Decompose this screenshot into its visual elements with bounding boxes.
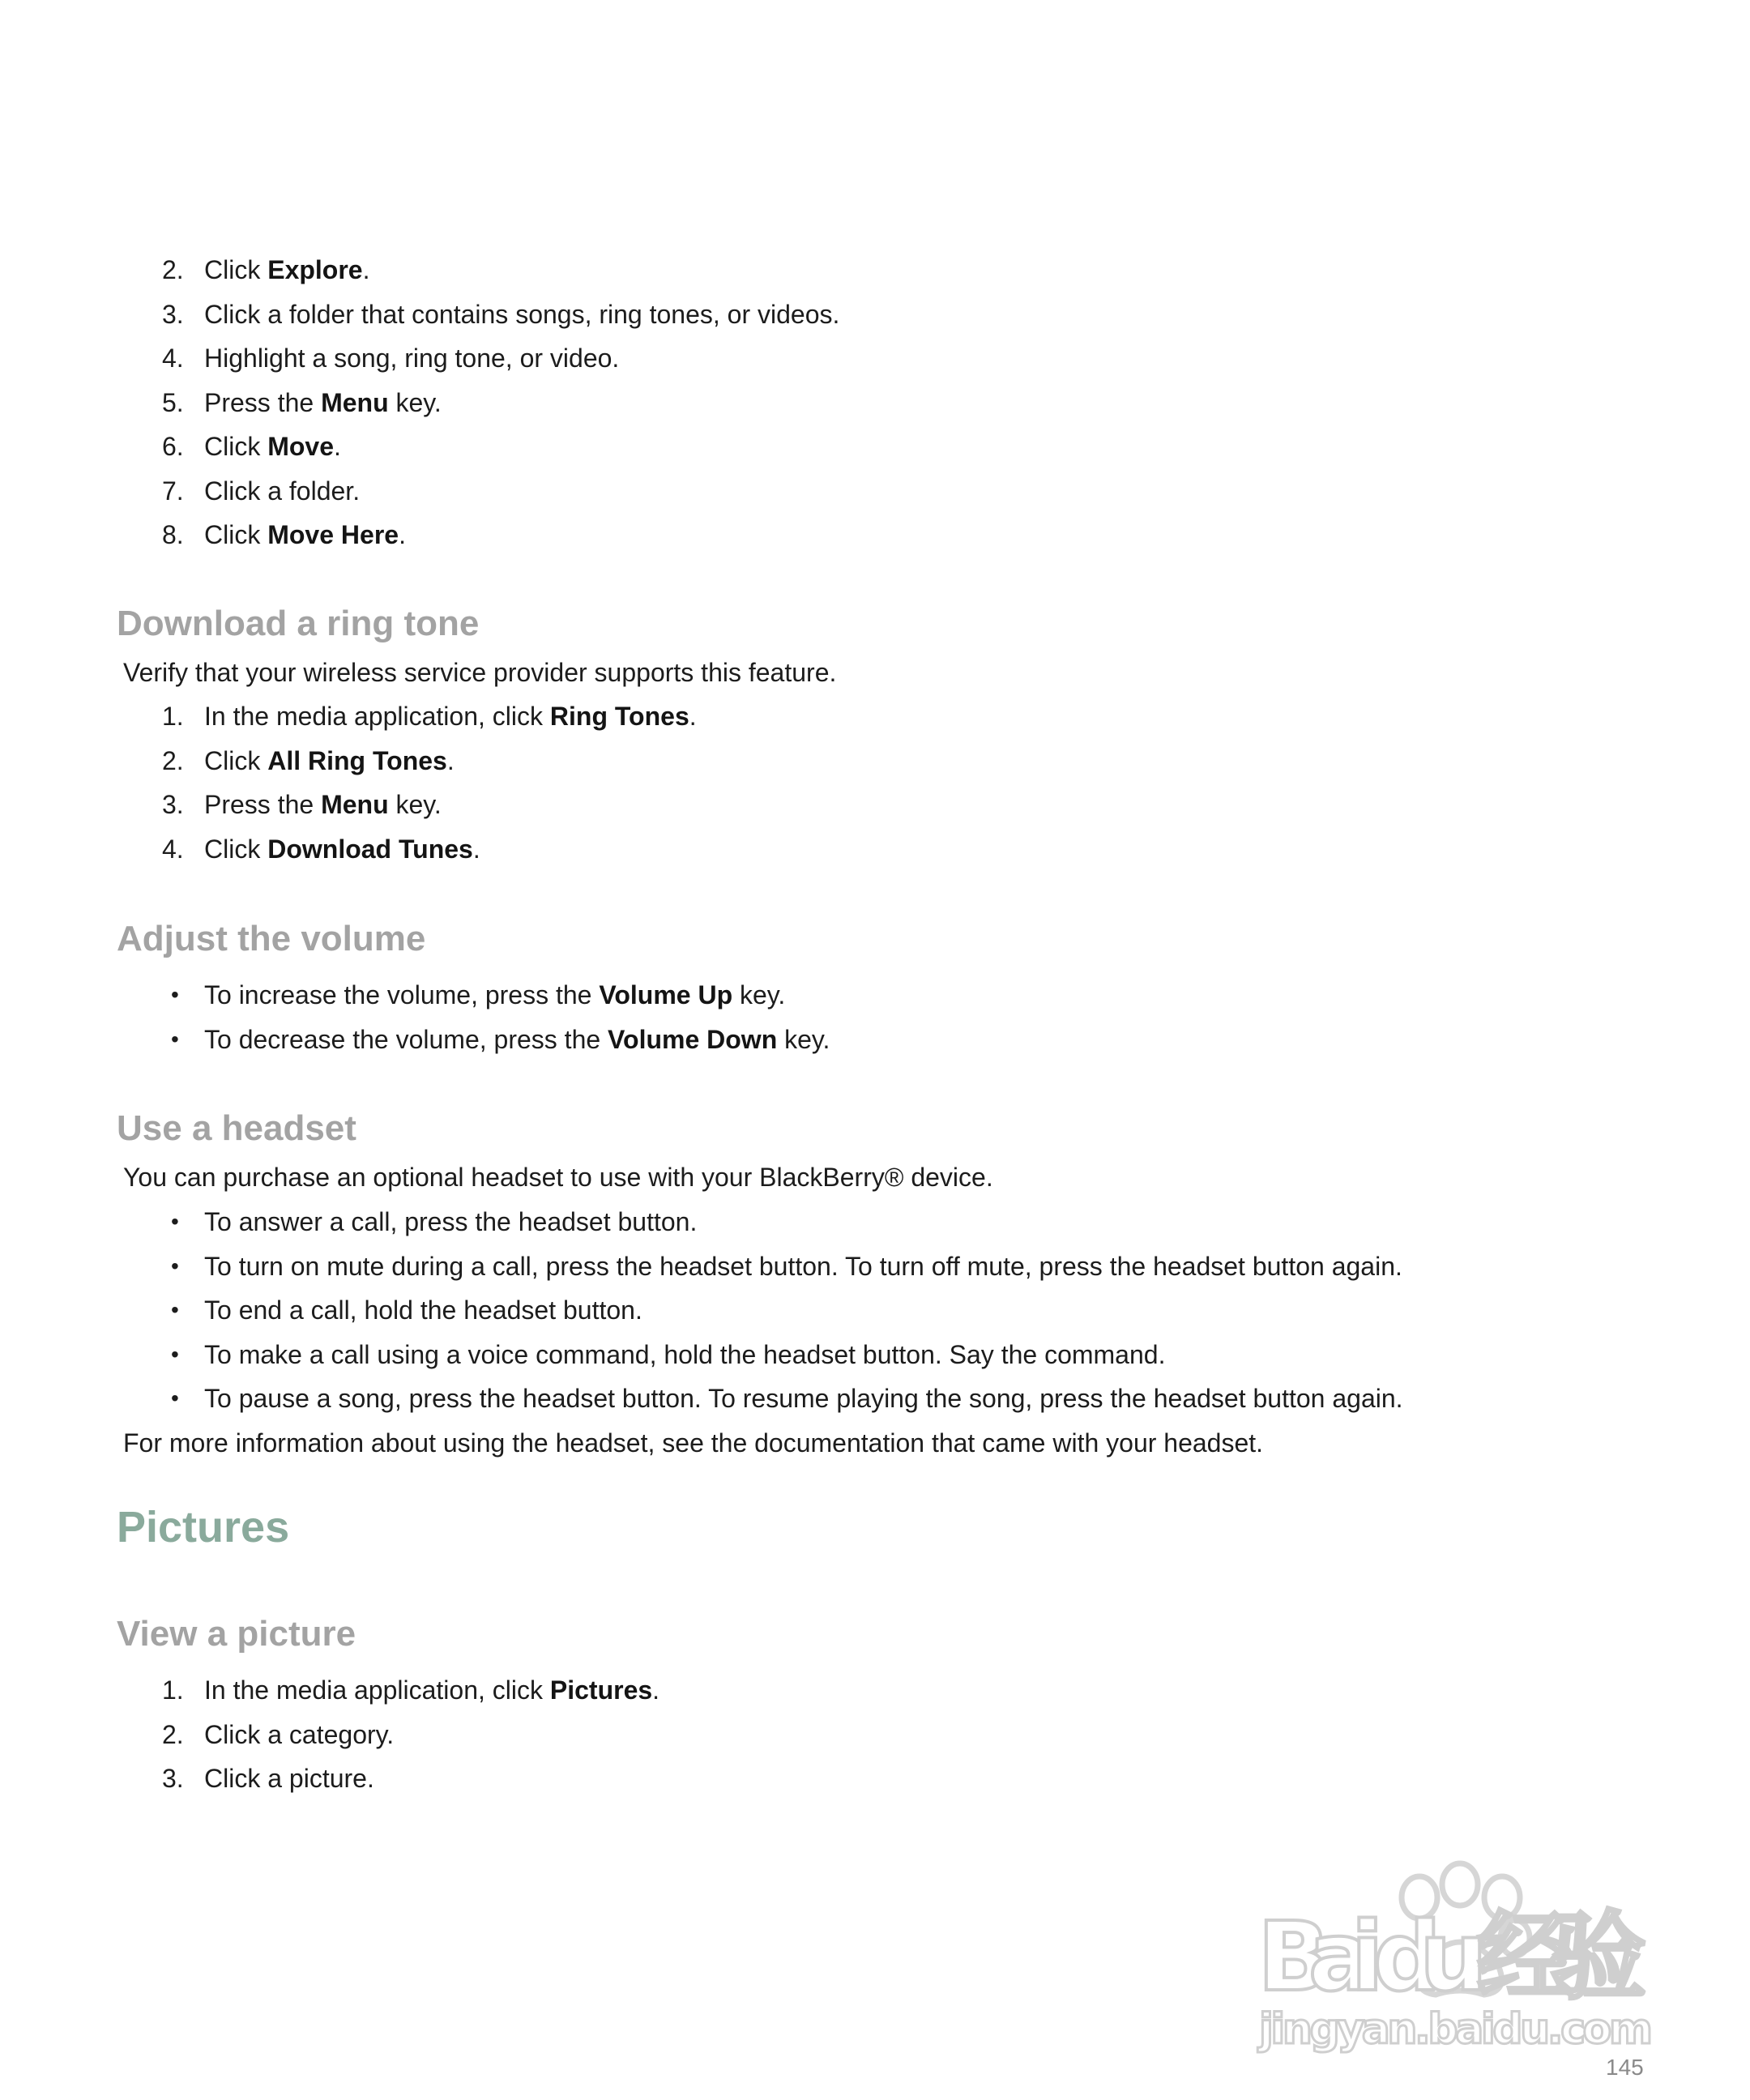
item-text: Click — [204, 520, 268, 549]
item-bold-term: Ring Tones — [549, 702, 689, 731]
item-text: Press the — [204, 790, 322, 819]
list-item — [120, 739, 697, 783]
item-text-tail: . — [446, 745, 455, 775]
item-text: To turn on mute during a call, press the headset button. To turn off mute, press the headset button again. — [204, 1251, 1402, 1281]
step-number: 5. — [162, 387, 184, 417]
bullet-icon: • — [171, 1341, 179, 1367]
list-item — [120, 425, 839, 469]
list-item — [120, 1333, 1403, 1377]
item-bold-term: Menu — [321, 387, 389, 417]
headset-intro: You can purchase an optional headset to use with your BlackBerry® device. — [123, 1163, 993, 1192]
list-item — [120, 1756, 659, 1801]
item-text: To pause a song, press the headset button. To resume playing the song, press the headset button again. — [204, 1384, 1403, 1413]
item-text: Press the — [204, 387, 322, 417]
list-item — [120, 1713, 659, 1757]
item-text-tail: . — [399, 520, 406, 549]
step-number: 8. — [162, 520, 184, 549]
step-number: 1. — [162, 702, 184, 731]
bullet-icon: • — [171, 1026, 179, 1052]
step-number: 2. — [162, 255, 184, 284]
download-steps-list — [120, 694, 697, 871]
step-number: 2. — [162, 745, 184, 775]
item-text: Highlight a song, ring tone, or video. — [204, 344, 620, 373]
list-item — [120, 1244, 1403, 1289]
list-item — [120, 1018, 830, 1062]
item-bold-term: All Ring Tones — [267, 745, 447, 775]
item-text: To increase the volume, press the — [204, 980, 600, 1009]
item-text-tail: . — [472, 834, 480, 864]
step-number: 4. — [162, 834, 184, 864]
item-text: In the media application, click — [204, 702, 550, 731]
item-text: Click a folder. — [204, 476, 361, 506]
list-item — [120, 694, 697, 739]
bullet-icon: • — [171, 1385, 179, 1411]
step-number: 7. — [162, 476, 184, 506]
item-text-tail: . — [362, 255, 370, 284]
list-item — [120, 469, 839, 514]
item-text: To make a call using a voice command, hold the headset button. Say the command. — [204, 1339, 1166, 1369]
item-bold-term: Download Tunes — [267, 834, 473, 864]
item-text-tail: key. — [732, 980, 786, 1009]
item-text: Click a category. — [204, 1719, 395, 1749]
watermark-url: jingyan.baidu.com — [1259, 2005, 1653, 2054]
item-text: To decrease the volume, press the — [204, 1024, 608, 1054]
baidu-watermark — [1248, 1847, 1669, 2058]
list-item — [120, 1668, 659, 1713]
watermark-brand: Bai du 经验 — [1257, 1901, 1646, 2012]
item-text-tail: key. — [777, 1024, 830, 1054]
list-item — [120, 513, 839, 557]
item-bold-term: Pictures — [549, 1675, 653, 1705]
headset-bullets-list — [120, 1200, 1403, 1421]
item-bold-term: Explore — [267, 255, 363, 284]
item-text: To answer a call, press the headset button. — [204, 1207, 698, 1236]
bullet-icon: • — [171, 982, 179, 1007]
top-steps-list — [120, 248, 839, 557]
item-text-tail: . — [689, 702, 697, 731]
step-number: 3. — [162, 1764, 184, 1793]
list-item — [120, 783, 697, 827]
volume-bullets-list — [120, 973, 830, 1061]
item-bold-term: Volume Up — [599, 980, 733, 1009]
step-number: 6. — [162, 432, 184, 461]
pictures-section-title: Pictures — [117, 1503, 290, 1552]
list-item — [120, 1288, 1403, 1333]
item-bold-term: Move Here — [267, 520, 399, 549]
view-picture-heading: View a picture — [117, 1614, 356, 1654]
item-text: To end a call, hold the headset button. — [204, 1295, 642, 1325]
list-item — [120, 827, 697, 872]
item-text: Click — [204, 834, 268, 864]
item-text-tail: . — [334, 432, 341, 461]
item-bold-term: Volume Down — [608, 1024, 778, 1054]
volume-heading: Adjust the volume — [117, 919, 426, 958]
headset-heading: Use a headset — [117, 1108, 356, 1148]
list-item — [120, 248, 839, 292]
item-bold-term: Move — [267, 432, 335, 461]
item-text-tail: . — [652, 1675, 660, 1705]
item-text-tail: key. — [388, 387, 442, 417]
bullet-icon: • — [171, 1297, 179, 1322]
item-text: Click a folder that contains songs, ring tones, or videos. — [204, 299, 840, 329]
headset-outro: For more information about using the headset, see the documentation that came with your headset. — [123, 1428, 1264, 1458]
list-item — [120, 292, 839, 337]
download-intro: Verify that your wireless service provider supports this feature. — [123, 658, 837, 687]
item-bold-term: Menu — [321, 790, 389, 819]
bullet-icon: • — [171, 1253, 179, 1278]
step-number: 3. — [162, 299, 184, 329]
item-text-tail: key. — [388, 790, 442, 819]
list-item — [120, 973, 830, 1018]
download-heading: Download a ring tone — [117, 604, 480, 643]
step-number: 2. — [162, 1719, 184, 1749]
item-text: Click — [204, 255, 268, 284]
item-text: Click — [204, 745, 268, 775]
list-item — [120, 1200, 1403, 1244]
item-text: In the media application, click — [204, 1675, 550, 1705]
item-text: Click — [204, 432, 268, 461]
page-number: 145 — [1606, 2055, 1644, 2080]
item-text: Click a picture. — [204, 1764, 374, 1793]
list-item — [120, 381, 839, 425]
step-number: 3. — [162, 790, 184, 819]
bullet-icon: • — [171, 1209, 179, 1234]
list-item — [120, 1377, 1403, 1421]
view-picture-steps-list — [120, 1668, 659, 1801]
step-number: 4. — [162, 344, 184, 373]
step-number: 1. — [162, 1675, 184, 1705]
list-item — [120, 336, 839, 381]
